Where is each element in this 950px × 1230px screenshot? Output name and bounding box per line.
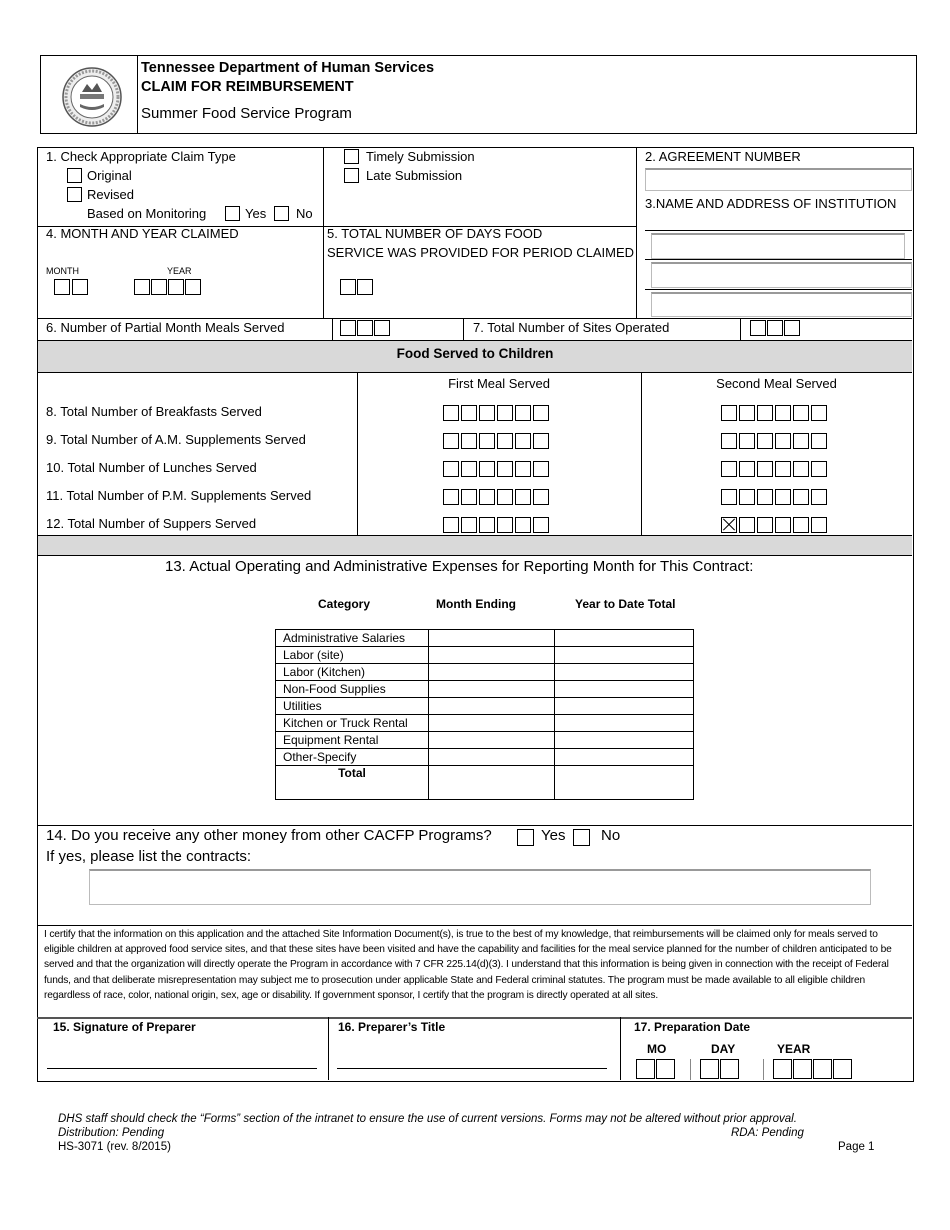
digit-box[interactable]: [72, 279, 88, 295]
divider: [645, 289, 912, 290]
first-meal-count-boxes[interactable]: [443, 489, 551, 505]
digit-box[interactable]: [721, 489, 737, 505]
digit-box[interactable]: [636, 1059, 655, 1079]
agreement-number-input[interactable]: [645, 168, 912, 191]
timely-submission-label: Timely Submission: [366, 149, 475, 164]
footer-rda: RDA: Pending: [731, 1127, 804, 1139]
expense-category: Labor (Kitchen): [276, 664, 429, 681]
expense-row: [276, 681, 694, 698]
digit-box[interactable]: [374, 320, 390, 336]
second-meal-count-boxes[interactable]: [721, 433, 829, 449]
second-meal-count-boxes[interactable]: [721, 405, 829, 421]
divider: [645, 259, 912, 260]
digit-box[interactable]: [479, 517, 495, 533]
digit-box[interactable]: [443, 489, 459, 505]
digit-box[interactable]: [775, 489, 791, 505]
digit-box[interactable]: [811, 461, 827, 477]
digit-box[interactable]: [793, 405, 809, 421]
digit-box[interactable]: [168, 279, 184, 295]
month-ending-cell[interactable]: [429, 664, 555, 681]
date-mo-boxes[interactable]: [636, 1059, 676, 1079]
expense-row: [276, 732, 694, 749]
digit-box[interactable]: [151, 279, 167, 295]
expense-category: Utilities: [276, 698, 429, 715]
divider: [37, 555, 912, 556]
expense-row: [276, 749, 694, 766]
date-year-label: YEAR: [777, 1042, 811, 1056]
year-to-date-cell[interactable]: [555, 664, 694, 681]
digit-box[interactable]: [515, 433, 531, 449]
monitoring-no-checkbox[interactable]: [274, 206, 289, 221]
month-ending-header: Month Ending: [436, 597, 516, 611]
expense-row: [276, 698, 694, 715]
cacfp-yes-label: Yes: [541, 827, 566, 844]
digit-box[interactable]: [721, 433, 737, 449]
divider: [37, 825, 912, 826]
expenses-title: 13. Actual Operating and Administrative Expenses for Reporting Month for This Contract:: [165, 558, 754, 575]
year-label: YEAR: [167, 266, 192, 276]
year-to-date-total[interactable]: [555, 766, 694, 800]
claim-type-label: 1. Check Appropriate Claim Type: [46, 149, 236, 164]
institution-address-input-2[interactable]: [651, 292, 912, 317]
digit-box[interactable]: [357, 320, 373, 336]
preparation-date-label: 17. Preparation Date: [634, 1020, 751, 1034]
signature-line[interactable]: [47, 1068, 317, 1069]
expenses-table: [275, 629, 694, 800]
digit-box[interactable]: [833, 1059, 852, 1079]
expense-row: [276, 715, 694, 732]
date-day-label: DAY: [711, 1042, 736, 1056]
digit-box[interactable]: [497, 489, 513, 505]
first-meal-count-boxes[interactable]: [443, 461, 551, 477]
year-to-date-cell[interactable]: [555, 732, 694, 749]
month-ending-cell[interactable]: [429, 630, 555, 647]
digit-box[interactable]: [811, 433, 827, 449]
cacfp-no-checkbox[interactable]: [573, 829, 590, 846]
section-separator: [38, 536, 912, 555]
divider: [463, 318, 464, 340]
month-year-label: 4. MONTH AND YEAR CLAIMED: [46, 226, 239, 241]
digit-box[interactable]: [497, 461, 513, 477]
year-to-date-cell[interactable]: [555, 630, 694, 647]
digit-box[interactable]: [739, 461, 755, 477]
digit-box[interactable]: [775, 517, 791, 533]
contracts-label: If yes, please list the contracts:: [46, 848, 252, 865]
digit-box[interactable]: [515, 405, 531, 421]
digit-box[interactable]: [757, 517, 773, 533]
divider: [357, 372, 358, 535]
signature-label: 15. Signature of Preparer: [53, 1020, 196, 1034]
divider: [37, 1017, 912, 1019]
date-year-boxes[interactable]: [773, 1059, 853, 1079]
meal-row-label: 8. Total Number of Breakfasts Served: [46, 404, 262, 419]
digit-box[interactable]: [479, 405, 495, 421]
digit-box[interactable]: [443, 433, 459, 449]
digit-box[interactable]: [739, 433, 755, 449]
cacfp-no-label: No: [601, 827, 621, 844]
digit-box[interactable]: [443, 405, 459, 421]
digit-box[interactable]: [700, 1059, 719, 1079]
digit-box[interactable]: [533, 433, 549, 449]
late-submission-label: Late Submission: [366, 168, 463, 183]
digit-box[interactable]: [793, 517, 809, 533]
digit-box[interactable]: [775, 433, 791, 449]
second-meal-count-boxes[interactable]: [721, 461, 829, 477]
partial-month-boxes[interactable]: [340, 320, 391, 336]
expense-category: Other-Specify: [276, 749, 429, 766]
digit-box[interactable]: [497, 405, 513, 421]
second-meal-count-boxes[interactable]: [721, 489, 829, 505]
sites-operated-boxes[interactable]: [750, 320, 801, 336]
footer-notice: DHS staff should check the “Forms” section of the intranet to ensure the use of current versions. Forms may not be altered without prior approval.: [58, 1113, 797, 1125]
first-meal-count-boxes[interactable]: [443, 433, 551, 449]
month-ending-cell[interactable]: [429, 749, 555, 766]
digit-box[interactable]: [793, 1059, 812, 1079]
digit-box[interactable]: [739, 405, 755, 421]
digit-box[interactable]: [773, 1059, 792, 1079]
digit-box[interactable]: [793, 433, 809, 449]
digit-box[interactable]: [793, 461, 809, 477]
month-ending-cell[interactable]: [429, 715, 555, 732]
expense-category: Labor (site): [276, 647, 429, 664]
expense-category: Equipment Rental: [276, 732, 429, 749]
institution-name-input[interactable]: [651, 233, 905, 259]
divider: [620, 1017, 621, 1080]
digit-box[interactable]: [461, 461, 477, 477]
partial-month-label: 6. Number of Partial Month Meals Served: [46, 320, 285, 335]
expense-category: Administrative Salaries: [276, 630, 429, 647]
institution-address-input-1[interactable]: [651, 262, 912, 288]
timely-submission-checkbox[interactable]: [344, 149, 359, 164]
digit-box-crossed[interactable]: [721, 517, 737, 533]
digit-box[interactable]: [443, 461, 459, 477]
expense-row: [276, 630, 694, 647]
year-input-boxes[interactable]: [134, 279, 202, 295]
second-meal-header: Second Meal Served: [716, 376, 837, 391]
year-to-date-cell[interactable]: [555, 749, 694, 766]
days-served-label: 5. TOTAL NUMBER OF DAYS FOOD: [327, 226, 543, 241]
digit-box[interactable]: [54, 279, 70, 295]
digit-box[interactable]: [533, 489, 549, 505]
divider: [645, 230, 912, 231]
monitoring-yes-checkbox[interactable]: [225, 206, 240, 221]
digit-box[interactable]: [721, 461, 737, 477]
digit-box[interactable]: [811, 489, 827, 505]
month-ending-cell[interactable]: [429, 698, 555, 715]
digit-box[interactable]: [784, 320, 800, 336]
meal-row-label: 10. Total Number of Lunches Served: [46, 460, 257, 475]
digit-box[interactable]: [515, 489, 531, 505]
digit-box[interactable]: [340, 279, 356, 295]
form-title: CLAIM FOR REIMBURSEMENT: [141, 79, 354, 95]
contracts-input[interactable]: [89, 869, 871, 905]
digit-box[interactable]: [461, 489, 477, 505]
digit-box[interactable]: [739, 517, 755, 533]
agreement-number-label: 2. AGREEMENT NUMBER: [645, 149, 801, 164]
category-header: Category: [318, 597, 371, 611]
digit-box[interactable]: [134, 279, 150, 295]
month-label: MONTH: [46, 266, 79, 276]
days-served-label-2: SERVICE WAS PROVIDED FOR PERIOD CLAIMED: [327, 245, 634, 260]
sites-operated-label: 7. Total Number of Sites Operated: [473, 320, 670, 335]
food-served-title: Food Served to Children: [396, 346, 554, 361]
page-number: Page 1: [838, 1141, 875, 1153]
date-mo-label: MO: [647, 1042, 667, 1056]
digit-box[interactable]: [739, 489, 755, 505]
digit-box[interactable]: [497, 433, 513, 449]
expense-category: Kitchen or Truck Rental: [276, 715, 429, 732]
digit-box[interactable]: [757, 433, 773, 449]
original-label: Original: [87, 168, 132, 183]
year-to-date-cell[interactable]: [555, 715, 694, 732]
digit-box[interactable]: [811, 405, 827, 421]
divider: [740, 318, 741, 340]
digit-box[interactable]: [813, 1059, 832, 1079]
digit-box[interactable]: [775, 461, 791, 477]
year-to-date-cell[interactable]: [555, 698, 694, 715]
total-label: Total: [276, 766, 429, 800]
digit-box[interactable]: [515, 461, 531, 477]
divider: [332, 318, 333, 340]
late-submission-checkbox[interactable]: [344, 168, 359, 183]
original-checkbox[interactable]: [67, 168, 82, 183]
year-to-date-cell[interactable]: [555, 681, 694, 698]
digit-box[interactable]: [533, 517, 549, 533]
meal-row-label: 9. Total Number of A.M. Supplements Served: [46, 432, 306, 447]
divider: [37, 318, 912, 319]
second-meal-count-boxes[interactable]: [721, 517, 829, 533]
preparer-title-line[interactable]: [337, 1068, 607, 1069]
days-served-boxes[interactable]: [340, 279, 374, 295]
divider: [328, 1017, 329, 1080]
first-meal-count-boxes[interactable]: [443, 405, 551, 421]
footer-distribution: Distribution: Pending: [58, 1127, 165, 1139]
digit-box[interactable]: [721, 405, 737, 421]
revised-checkbox[interactable]: [67, 187, 82, 202]
divider: [763, 1059, 764, 1080]
monitoring-label: Based on Monitoring: [87, 206, 207, 221]
digit-box[interactable]: [767, 320, 783, 336]
preparer-title-label: 16. Preparer’s Title: [338, 1020, 446, 1034]
divider: [137, 55, 138, 133]
digit-box[interactable]: [775, 405, 791, 421]
institution-label: 3.NAME AND ADDRESS OF INSTITUTION: [645, 196, 897, 211]
cacfp-question: 14. Do you receive any other money from other CACFP Programs?: [46, 827, 492, 844]
tennessee-seal-logo: [60, 66, 124, 128]
cacfp-yes-checkbox[interactable]: [517, 829, 534, 846]
program-name: Summer Food Service Program: [141, 105, 352, 122]
monitoring-no-label: No: [296, 206, 313, 221]
month-ending-cell[interactable]: [429, 681, 555, 698]
total-row: [276, 766, 694, 800]
digit-box[interactable]: [357, 279, 373, 295]
year-to-date-header: Year to Date Total: [575, 597, 676, 611]
expense-row: [276, 647, 694, 664]
divider: [641, 372, 642, 535]
monitoring-yes-label: Yes: [245, 206, 267, 221]
digit-box[interactable]: [757, 405, 773, 421]
divider: [690, 1059, 691, 1080]
digit-box[interactable]: [720, 1059, 739, 1079]
digit-box[interactable]: [461, 405, 477, 421]
digit-box[interactable]: [750, 320, 766, 336]
meal-row-label: 12. Total Number of Suppers Served: [46, 516, 257, 531]
divider: [37, 925, 912, 926]
digit-box[interactable]: [533, 405, 549, 421]
digit-box[interactable]: [811, 517, 827, 533]
department-name: Tennessee Department of Human Services: [141, 60, 435, 76]
digit-box[interactable]: [479, 433, 495, 449]
meal-row-label: 11. Total Number of P.M. Supplements Served: [46, 488, 312, 503]
digit-box[interactable]: [479, 489, 495, 505]
digit-box[interactable]: [340, 320, 356, 336]
digit-box[interactable]: [533, 461, 549, 477]
divider: [636, 147, 637, 318]
digit-box[interactable]: [757, 461, 773, 477]
digit-box[interactable]: [757, 489, 773, 505]
digit-box[interactable]: [479, 461, 495, 477]
certification-statement: I certify that the information on this application and the attached Site Information Document(s), is true to the best of my knowledge, that reimbursements will be claimed only for meals served to eligible children at approved food service sites, and that these sites have been visited and have the capability and facilities for the meal service planned for the number of children anticipated to be served and that the organization will directly operate the Program in accordance with 7 CFR 225.14(d)(3). I understand that this information is being given in connection with the receipt of Federal funds, and that deliberate misrepresentation may subject me to prosecution under applicable State and Federal criminal statutes. The program must be made available to all eligible children regardless of race, color, national origin, sex, age or disability. If government sponsor, I certify that the program is directly operated at all sites.: [44, 929, 892, 1001]
month-ending-cell[interactable]: [429, 647, 555, 664]
digit-box[interactable]: [443, 517, 459, 533]
revised-label: Revised: [87, 187, 134, 202]
year-to-date-cell[interactable]: [555, 647, 694, 664]
expense-row: [276, 664, 694, 681]
form-number: HS-3071 (rev. 8/2015): [58, 1141, 171, 1153]
digit-box[interactable]: [793, 489, 809, 505]
month-ending-cell[interactable]: [429, 732, 555, 749]
expense-category: Non-Food Supplies: [276, 681, 429, 698]
digit-box[interactable]: [461, 433, 477, 449]
first-meal-count-boxes[interactable]: [443, 517, 551, 533]
divider: [323, 147, 324, 318]
digit-box[interactable]: [656, 1059, 675, 1079]
digit-box[interactable]: [461, 517, 477, 533]
month-ending-total[interactable]: [429, 766, 555, 800]
digit-box[interactable]: [515, 517, 531, 533]
month-input-boxes[interactable]: [54, 279, 90, 295]
digit-box[interactable]: [497, 517, 513, 533]
divider: [37, 372, 912, 373]
digit-box[interactable]: [185, 279, 201, 295]
first-meal-header: First Meal Served: [448, 376, 550, 391]
date-day-boxes[interactable]: [700, 1059, 740, 1079]
